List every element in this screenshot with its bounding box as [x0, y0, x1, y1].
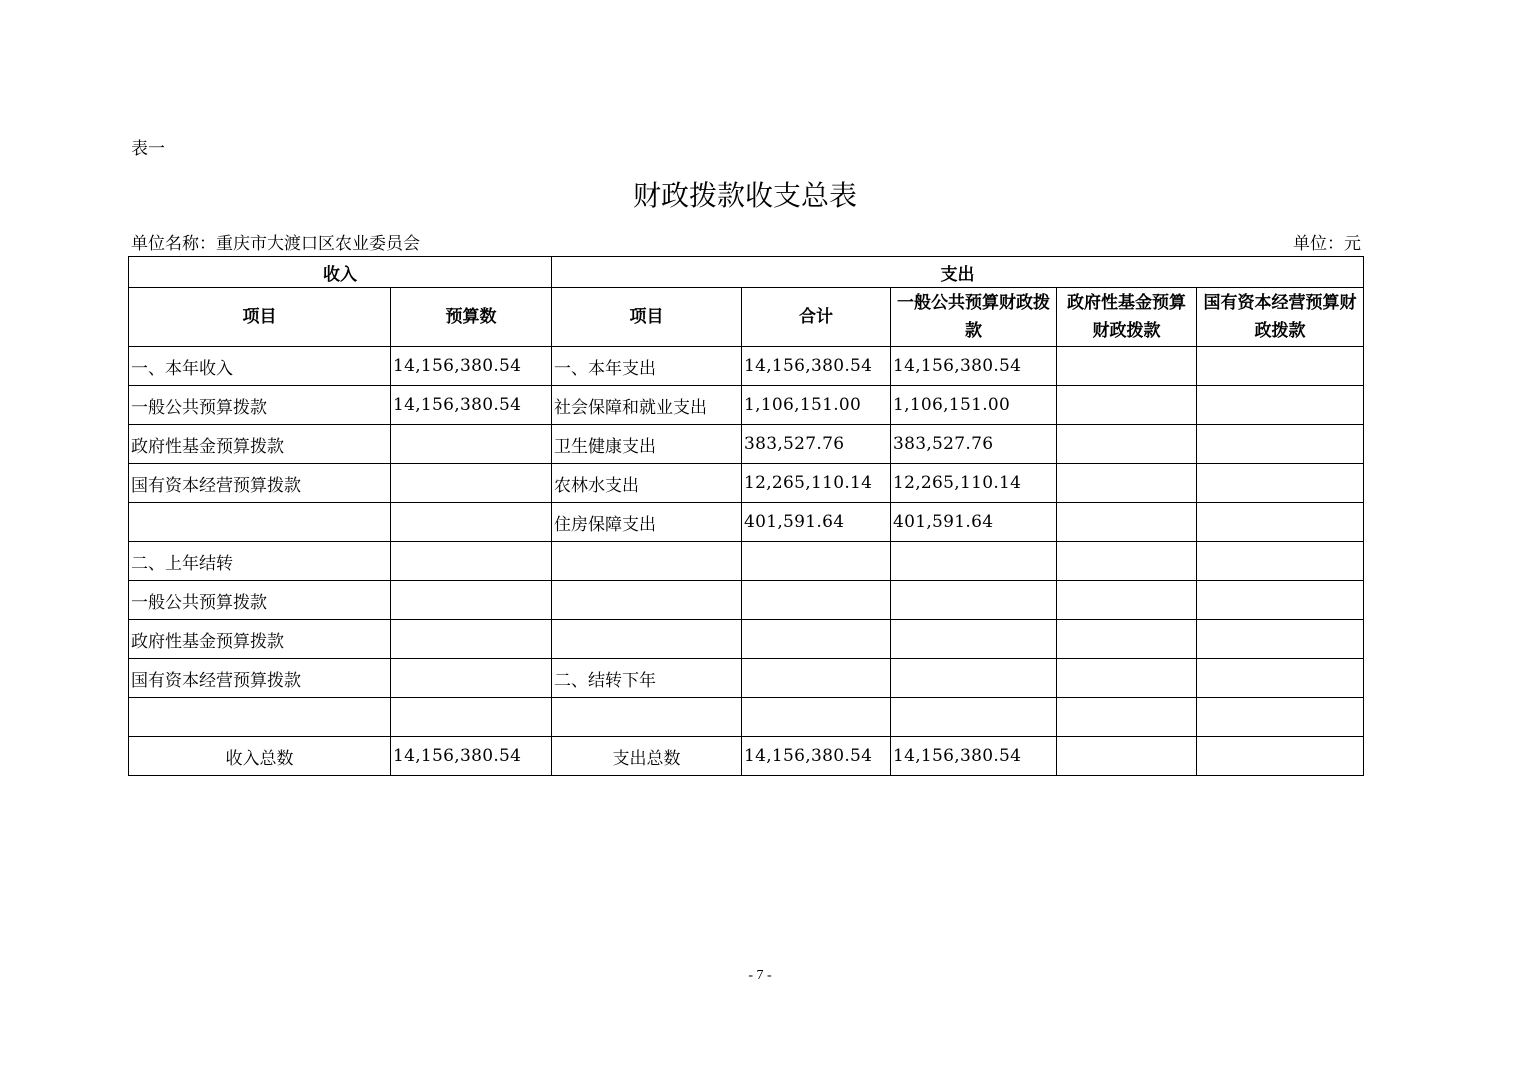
table-cell	[742, 581, 891, 620]
table-cell	[391, 464, 552, 503]
table-row	[129, 347, 1364, 386]
table-cell	[391, 659, 552, 698]
table-cell: 二、上年结转	[129, 542, 391, 581]
table-cell	[1197, 542, 1364, 581]
table-cell	[891, 581, 1057, 620]
table-cell: 支出总数	[552, 737, 742, 776]
table-cell	[552, 542, 742, 581]
document-title: 财政拨款收支总表	[632, 179, 857, 212]
table-cell: 农林水支出	[552, 464, 742, 503]
table-cell	[552, 581, 742, 620]
table-row	[129, 503, 1364, 542]
income-group-header: 收入	[129, 257, 552, 288]
table-cell: 383,527.76	[742, 425, 891, 464]
table-cell: 政府性基金预算拨款	[129, 425, 391, 464]
table-cell	[391, 503, 552, 542]
table-cell: 14,156,380.54	[391, 347, 552, 386]
table-row	[129, 581, 1364, 620]
unit-name: 单位名称：重庆市大渡口区农业委员会	[131, 234, 420, 254]
col-header-state-capital: 国有资本经营预算财政拨款	[1197, 288, 1364, 347]
table-row	[129, 737, 1364, 776]
table-cell	[391, 620, 552, 659]
table-cell	[891, 659, 1057, 698]
table-cell	[391, 581, 552, 620]
col-header-gov-fund: 政府性基金预算财政拨款	[1057, 288, 1197, 347]
table-cell	[1197, 464, 1364, 503]
table-cell: 14,156,380.54	[391, 386, 552, 425]
table-cell: 14,156,380.54	[891, 737, 1057, 776]
table-cell	[552, 698, 742, 737]
table-cell: 国有资本经营预算拨款	[129, 464, 391, 503]
col-header-expense-item: 项目	[552, 288, 742, 347]
table-cell	[1197, 386, 1364, 425]
table-row	[129, 698, 1364, 737]
table-cell	[891, 698, 1057, 737]
col-header-general-public: 一般公共预算财政拨款	[891, 288, 1057, 347]
table-cell	[1057, 737, 1197, 776]
table-cell	[742, 542, 891, 581]
column-header-row	[129, 288, 1364, 347]
col-header-budget: 预算数	[391, 288, 552, 347]
table-label: 表一	[131, 139, 165, 159]
table-cell	[1057, 659, 1197, 698]
col-header-income-item: 项目	[129, 288, 391, 347]
table-cell	[1057, 620, 1197, 659]
table-cell	[1057, 698, 1197, 737]
table-cell	[1057, 464, 1197, 503]
table-row	[129, 620, 1364, 659]
table-cell: 国有资本经营预算拨款	[129, 659, 391, 698]
table-cell: 社会保障和就业支出	[552, 386, 742, 425]
table-cell	[1197, 737, 1364, 776]
table-cell	[1197, 659, 1364, 698]
table-cell: 卫生健康支出	[552, 425, 742, 464]
expense-group-header: 支出	[552, 257, 1364, 288]
table-cell: 一、本年支出	[552, 347, 742, 386]
table-cell: 一、本年收入	[129, 347, 391, 386]
table-cell	[1197, 698, 1364, 737]
table-cell: 12,265,110.14	[891, 464, 1057, 503]
table-cell	[391, 542, 552, 581]
table-cell	[129, 698, 391, 737]
table-cell	[1197, 581, 1364, 620]
table-cell: 收入总数	[129, 737, 391, 776]
currency-unit: 单位：元	[1293, 234, 1361, 254]
table-row	[129, 542, 1364, 581]
table-cell	[1197, 425, 1364, 464]
table-cell	[891, 620, 1057, 659]
table-cell	[1057, 425, 1197, 464]
table-cell: 401,591.64	[742, 503, 891, 542]
table-cell	[391, 698, 552, 737]
table-cell: 政府性基金预算拨款	[129, 620, 391, 659]
table-cell	[742, 698, 891, 737]
table-cell: 住房保障支出	[552, 503, 742, 542]
table-cell: 401,591.64	[891, 503, 1057, 542]
table-cell	[1197, 620, 1364, 659]
table-row	[129, 659, 1364, 698]
table-row	[129, 464, 1364, 503]
table-cell: 1,106,151.00	[742, 386, 891, 425]
table-cell	[1057, 542, 1197, 581]
table-cell: 383,527.76	[891, 425, 1057, 464]
table-row	[129, 425, 1364, 464]
table-cell	[1057, 386, 1197, 425]
fiscal-appropriation-table	[128, 256, 1364, 776]
table-cell: 14,156,380.54	[742, 347, 891, 386]
table-cell: 14,156,380.54	[391, 737, 552, 776]
table-cell: 12,265,110.14	[742, 464, 891, 503]
table-cell	[1057, 503, 1197, 542]
table-cell: 二、结转下年	[552, 659, 742, 698]
table-body	[129, 347, 1364, 776]
table-cell	[1197, 503, 1364, 542]
table-cell: 1,106,151.00	[891, 386, 1057, 425]
table-cell: 14,156,380.54	[742, 737, 891, 776]
table-cell: 14,156,380.54	[891, 347, 1057, 386]
table-cell	[1057, 347, 1197, 386]
table-cell	[552, 620, 742, 659]
table-cell	[1197, 347, 1364, 386]
table-cell	[742, 620, 891, 659]
page-number: - 7 -	[748, 968, 772, 983]
table-cell	[1057, 581, 1197, 620]
table-cell	[891, 542, 1057, 581]
table-cell: 一般公共预算拨款	[129, 581, 391, 620]
table-row	[129, 386, 1364, 425]
col-header-total: 合计	[742, 288, 891, 347]
group-header-row	[129, 257, 1364, 288]
table-cell	[129, 503, 391, 542]
table-cell: 一般公共预算拨款	[129, 386, 391, 425]
table-cell	[391, 425, 552, 464]
table-cell	[742, 659, 891, 698]
